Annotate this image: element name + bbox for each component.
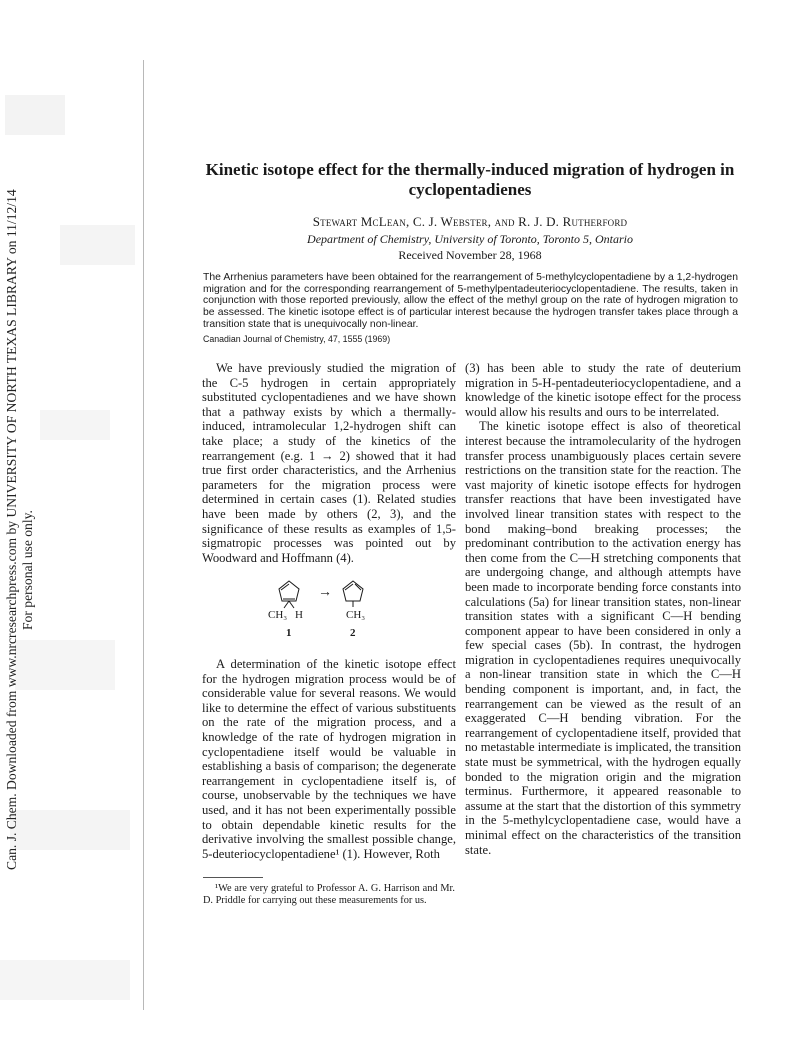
margin-rule bbox=[143, 60, 144, 1010]
body-paragraph: A determination of the kinetic isotope effect for the hydrogen migration process would be of considerable value for several reasons. We would like to determine the effect of various substituents on the rate of the migration process, and a knowledge of the rate of hydrogen migration in cyclopentadiene itself would be valuable in establishing a basis of comparison; the degenerate rearrangement in cyclopentadiene itself is, of course, unobservable by the techniques we have used, and it has not been experimentally possible to obtain dependable kinetic results for the derivative involving the smallest possible change, 5-deuteriocyclopentadiene¹ (1). However, Roth bbox=[202, 657, 456, 861]
body-paragraph: The kinetic isotope effect is also of theoretical interest because the intramolecularity of the hydrogen transfer process unambiguously places certain severe restrictions on the transition state for the reaction. The vast majority of kinetic isotope effects for hydrogen transfer reactions that have been investigated have involved linear transition states with respect to the bond making–bond breaking processes; the predominant contribution to the activation energy has then come from the C—H stretching components that are undergoing change, and although attempts have been made to incorporate bending force constants into calculations (5a) for linear transition states, non-linear transition states with a significant C—H bending component appear to have been considered in only a few special cases (5b). In contrast, the hydrogen migration in cyclopentadienes requires unequivocally a non-linear transition state in which the C—H bending component is important, and, in fact, the rearrangement can be viewed as the result of an exaggerated C—H bending vibration. For the rearrangement of cyclopentadiene itself, provided that no metastable intermediate is implicated, the transition state must be symmetrical, with the hydrogen equally bonded to the migration origin and the migration terminus. Furthermore, it appeared reasonable to assume at the start that the distortion of this symmetry in the 5-methylcyclopentadiene case, would have a minimal effect on the characteristics of the transition state. bbox=[465, 419, 741, 857]
abstract: The Arrhenius parameters have been obtained for the rearrangement of 5-methylcyclopentadiene by a 1,2-hydrogen migration and for the corresponding rearrangement of 5-methylpentadeuteriocyclopentadiene. The results, taken in conjunction with those reported previously, allow the effect of the methyl group on the rate of hydrogen migration to be assessed. The kinetic isotope effect is of particular interest because the hydrogen transfer takes place through a transition state that is unequivocally non-linear. bbox=[203, 272, 738, 330]
download-notice-line2: For personal use only. bbox=[20, 510, 35, 630]
author-list bbox=[150, 214, 790, 230]
scan-noise bbox=[0, 960, 130, 1000]
scan-noise bbox=[60, 225, 135, 265]
cyclopentadiene-1-structure bbox=[279, 581, 299, 608]
scan-noise bbox=[40, 410, 110, 440]
reaction-arrow: → bbox=[318, 585, 332, 600]
article-title: Kinetic isotope effect for the thermally-induced migration of hydrogen in cyclopentadienes bbox=[205, 160, 735, 199]
download-notice-line1: Can. J. Chem. Downloaded from www.nrcresearchpress.com by UNIVERSITY OF NORTH TEXAS LIBRARY on 11/12/14 bbox=[4, 189, 19, 870]
left-column-top bbox=[202, 361, 456, 565]
reaction-scheme bbox=[250, 580, 410, 640]
body-paragraph: (3) has been able to study the rate of deuterium migration in 5-H-pentadeuteriocyclopentadiene, and a knowledge of the kinetic isotope effect for the process would allow his results and ours to be interrelated. bbox=[465, 361, 741, 419]
journal-citation: Canadian Journal of Chemistry, 47, 1555 (1969) bbox=[203, 334, 391, 344]
download-notice bbox=[0, 190, 50, 870]
footnote bbox=[203, 883, 455, 906]
footnote-rule bbox=[203, 877, 263, 878]
scan-noise bbox=[5, 95, 65, 135]
footnote-text: ¹We are very grateful to Professor A. G. Harrison and Mr. D. Priddle for carrying out these measurements for us. bbox=[203, 883, 455, 906]
left-column-bottom bbox=[202, 657, 456, 861]
substituent-h: H bbox=[295, 609, 303, 621]
authors-text: Stewart McLean, C. J. Webster, and R. J. D. Rutherford bbox=[312, 214, 628, 229]
cyclopentadiene-2-structure bbox=[343, 581, 363, 607]
substituent-ch3: CH₃ bbox=[268, 609, 288, 621]
right-column bbox=[465, 361, 741, 857]
compound-label-2: 2 bbox=[350, 627, 356, 639]
body-paragraph: We have previously studied the migration of the C-5 hydrogen in certain appropriately substituted cyclopentadienes and we have shown that a pathway exists by which a thermally-induced, intramolecular 1,2-hydrogen shift can take place; a study of the kinetics of the rearrangement (e.g. 1 → 2) showed that it had true first order characteristics, and the Arrhenius parameters for the migration process were determined in certain cases (1). Related studies have been made by others (2, 3), and the significance of these results as examples of 1,5-sigmatropic processes was pointed out by Woodward and Hoffmann (4). bbox=[202, 361, 456, 565]
substituent-ch3: CH₃ bbox=[346, 609, 366, 621]
compound-label-1: 1 bbox=[286, 627, 292, 639]
affiliation: Department of Chemistry, University of Toronto, Toronto 5, Ontario bbox=[307, 232, 633, 246]
received-date: Received November 28, 1968 bbox=[398, 248, 542, 262]
